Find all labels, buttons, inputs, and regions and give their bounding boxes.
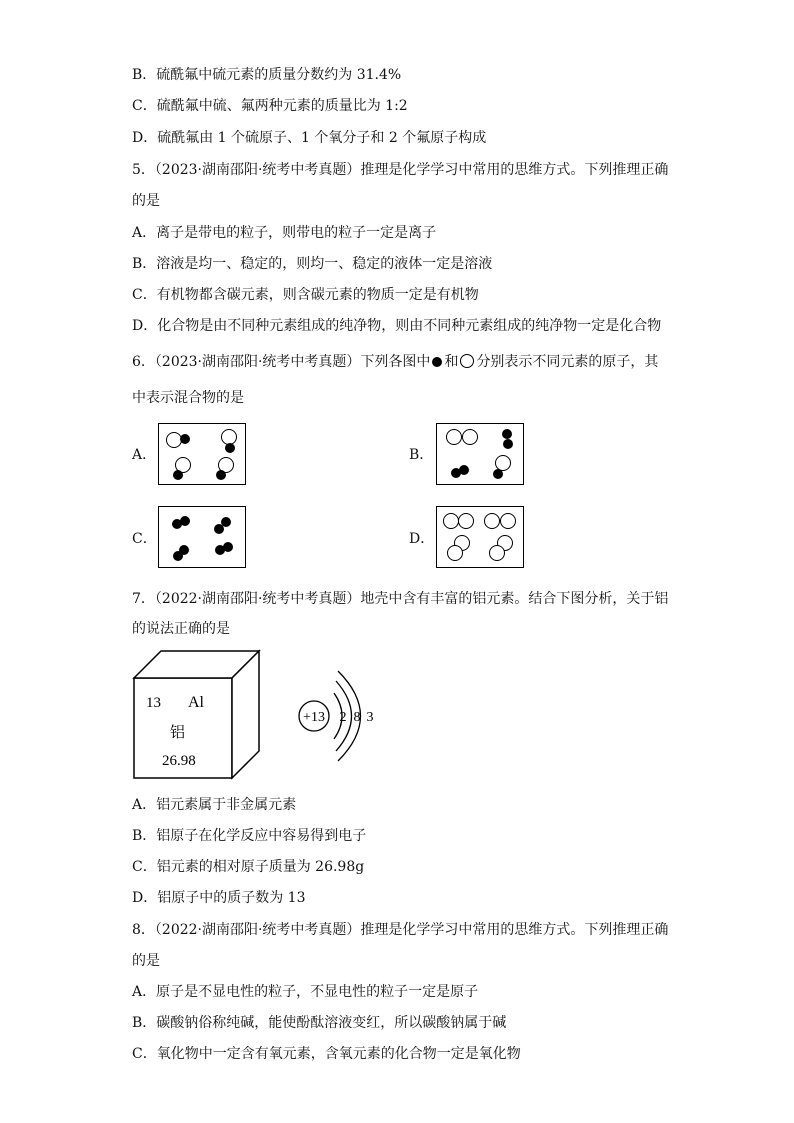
q5-option-a: A．离子是带电的粒子，则带电的粒子一定是离子: [132, 225, 437, 241]
q8-stem: 8．（2022·湖南邵阳·统考中考真题）推理是化学学习中常用的思维方式。下列推理正确: [132, 922, 669, 938]
q5-option-d: D．化合物是由不同种元素组成的纯净物，则由不同种元素组成的纯净物一定是化合物: [132, 318, 662, 334]
q4-option-d: D．硫酰氟由 1 个硫原子、1 个氧分子和 2 个氟原子构成: [132, 130, 487, 146]
filled-atom: [503, 439, 513, 449]
q6-label-a: A．: [132, 447, 157, 463]
aluminum-figure: [130, 645, 390, 785]
q5-option-b: B．溶液是均一、稳定的，则均一、稳定的液体一定是溶液: [132, 256, 493, 272]
q6-stem-part1: 6．（2023·湖南邵阳·统考中考真题）下列各图中: [132, 354, 431, 370]
filled-atom: [502, 429, 512, 439]
hollow-atom-icon: [460, 354, 474, 368]
nucleus-charge: +13: [303, 710, 325, 725]
filled-atom: [179, 545, 189, 555]
hollow-atom: [489, 545, 505, 561]
q7-stem: 7．（2022·湖南邵阳·统考中考真题）地壳中含有丰富的铝元素。结合下图分析，关于铝: [132, 591, 669, 607]
q6-stem: [132, 353, 658, 371]
q6-stem-part2: 和: [444, 354, 459, 370]
q4-option-c: C．硫酰氟中硫、氟两种元素的质量比为 1:2: [132, 98, 408, 114]
filled-atom-icon: [432, 357, 442, 367]
filled-atom: [221, 517, 231, 527]
hollow-atom: [484, 513, 500, 529]
q6-figure-a: [158, 423, 246, 485]
element-symbol: Al: [188, 694, 204, 711]
q6-figure-d: [436, 506, 524, 568]
q6-label-b: B．: [409, 447, 434, 463]
atom-structure-diagram: [299, 671, 374, 761]
q5-stem-cont: 的是: [132, 193, 160, 209]
q8-stem-cont: 的是: [132, 953, 160, 969]
q8-option-c: C．氧化物中一定含有氧元素，含氧元素的化合物一定是氧化物: [132, 1046, 521, 1062]
shell-electrons-1: 2: [339, 710, 347, 725]
atomic-number: 13: [146, 695, 161, 711]
filled-atom: [173, 470, 183, 480]
hollow-atom: [458, 513, 474, 529]
q4-option-b: B．硫酰氟中硫元素的质量分数约为 31.4%: [132, 67, 402, 83]
q6-figure-c: [158, 506, 246, 568]
filled-atom: [493, 469, 503, 479]
hollow-atom: [443, 513, 459, 529]
q5-stem: 5．（2023·湖南邵阳·统考中考真题）推理是化学学习中常用的思维方式。下列推理正确: [132, 162, 669, 178]
q7-option-b: B．铝原子在化学反应中容易得到电子: [132, 828, 367, 844]
filled-atom: [180, 516, 190, 526]
filled-atom: [223, 542, 233, 552]
q7-option-c: C．铝元素的相对原子质量为 26.98g: [132, 859, 365, 875]
q6-stem-cont: 中表示混合物的是: [132, 390, 244, 406]
q6-label-c: C．: [132, 531, 157, 547]
atomic-mass: 26.98: [162, 753, 196, 769]
q5-option-c: C．有机物都含碳元素，则含碳元素的物质一定是有机物: [132, 287, 479, 303]
q6-stem-part3: 分别表示不同元素的原子，其: [476, 354, 659, 370]
hollow-atom: [500, 513, 516, 529]
q6-label-d: D．: [409, 531, 435, 547]
q6-figure-b: [436, 423, 524, 485]
hollow-atom: [462, 429, 478, 445]
filled-atom: [216, 470, 226, 480]
filled-atom: [225, 443, 235, 453]
q7-option-a: A．铝元素属于非金属元素: [132, 797, 297, 813]
hollow-atom: [447, 545, 463, 561]
shell-electrons-2: 8: [353, 710, 361, 725]
q7-option-d: D．铝原子中的质子数为 13: [132, 890, 306, 906]
q8-option-a: A．原子是不显电性的粒子，不显电性的粒子一定是原子: [132, 984, 479, 1000]
shell-electrons-3: 3: [366, 710, 374, 725]
q8-option-b: B．碳酸钠俗称纯碱，能使酚酞溶液变红，所以碳酸钠属于碱: [132, 1015, 507, 1031]
filled-atom: [459, 465, 469, 475]
element-cube: [134, 651, 259, 778]
hollow-atom: [446, 429, 462, 445]
filled-atom: [180, 434, 190, 444]
q7-stem-cont: 的说法正确的是: [132, 621, 230, 637]
element-name: 铝: [170, 725, 186, 741]
